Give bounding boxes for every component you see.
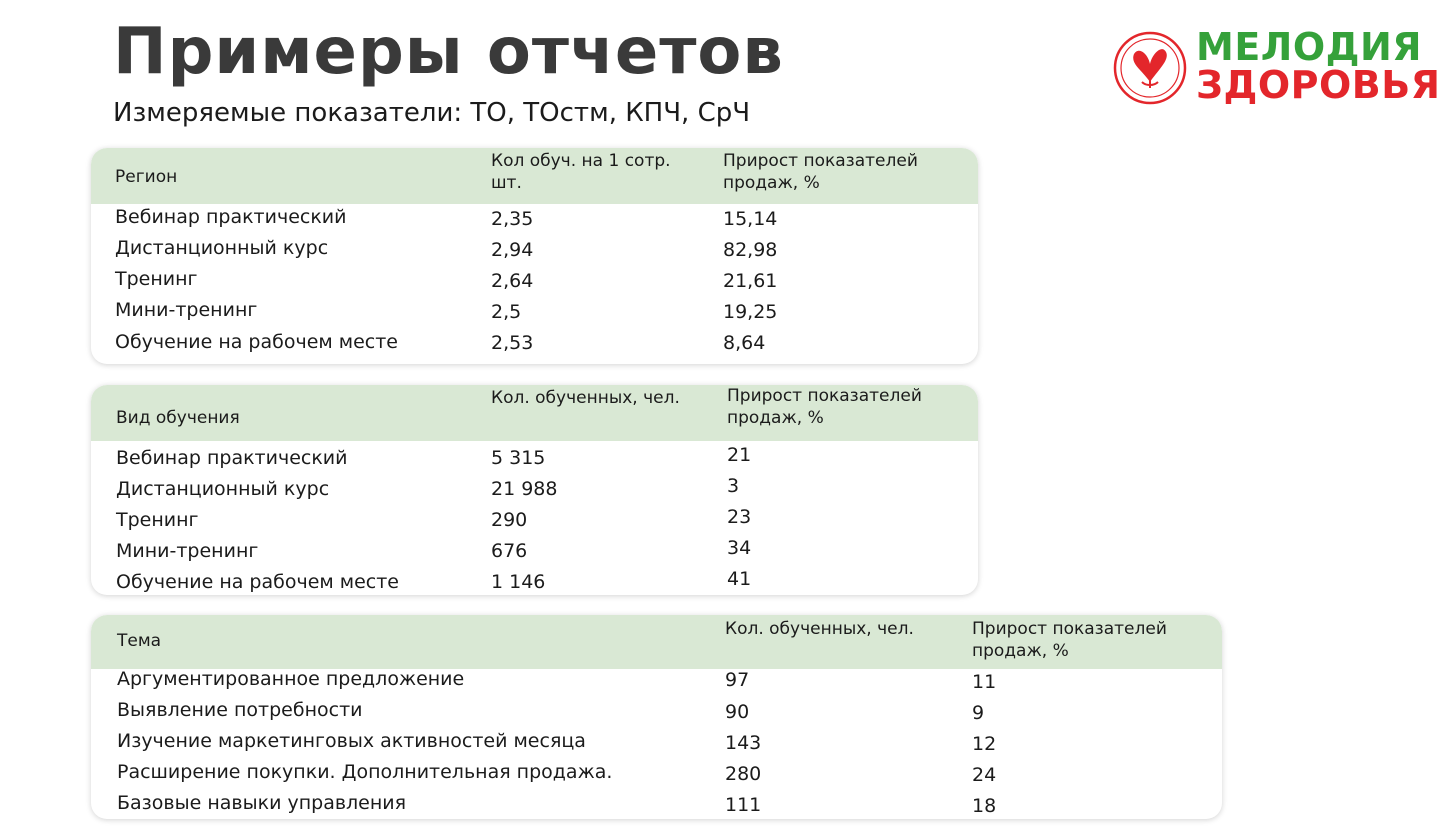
table-cell: 41 [727, 568, 752, 590]
table-cell: 111 [725, 794, 762, 816]
report-table-training-type [91, 385, 978, 595]
table-cell: Базовые навыки управления [117, 792, 407, 814]
column-header: Прирост показателей продаж, % [972, 619, 1167, 661]
table-cell: Мини-тренинг [116, 540, 259, 562]
table-cell: 21 [727, 444, 752, 466]
column-header: Кол. обученных, чел. [491, 388, 680, 408]
table-cell: Аргументированное предложение [117, 668, 465, 690]
table-cell: 11 [972, 671, 997, 693]
table-cell: 2,94 [491, 239, 534, 261]
table-cell: Мини-тренинг [115, 299, 258, 321]
table-cell: 90 [725, 701, 750, 723]
column-header: Вид обучения [116, 408, 240, 428]
table-cell: Обучение на рабочем месте [115, 331, 398, 353]
table-cell: 9 [972, 702, 985, 724]
table-cell: Изучение маркетинговых активностей месяца [117, 730, 586, 752]
column-header: Прирост показателей продаж, % [723, 151, 918, 193]
table-cell: Тренинг [116, 509, 199, 531]
table-cell: 143 [725, 732, 762, 754]
table-cell: 24 [972, 764, 997, 786]
table-cell: 82,98 [723, 239, 778, 261]
table-cell: 12 [972, 733, 997, 755]
table-cell: 676 [491, 540, 528, 562]
table-cell: 2,5 [491, 301, 522, 323]
table-cell: 8,64 [723, 332, 766, 354]
page-title: Примеры отчетов [113, 15, 784, 89]
column-header: Кол обуч. на 1 сотр. шт. [491, 151, 671, 193]
table-cell: Тренинг [115, 268, 198, 290]
table-cell: 21,61 [723, 270, 778, 292]
logo-line1: МЕЛОДИЯ [1196, 25, 1423, 69]
table-cell: 2,64 [491, 270, 534, 292]
report-table-region [91, 148, 978, 364]
table-cell: 1 146 [491, 571, 546, 593]
table-cell: 280 [725, 763, 762, 785]
table-cell: 3 [727, 475, 740, 497]
table-cell: 21 988 [491, 478, 558, 500]
table-cell: 19,25 [723, 301, 778, 323]
column-header: Регион [115, 167, 178, 187]
table-cell: Вебинар практический [116, 447, 348, 469]
table-cell: 2,35 [491, 208, 534, 230]
table-cell: Дистанционный курс [115, 237, 329, 259]
table-cell: 23 [727, 506, 752, 528]
table-cell: 97 [725, 669, 750, 691]
report-table-topic [91, 615, 1222, 819]
butterfly-emblem-icon [1112, 30, 1188, 106]
table-cell: Расширение покупки. Дополнительная продажа. [117, 761, 613, 783]
table-cell: 2,53 [491, 332, 534, 354]
column-header: Тема [117, 631, 162, 651]
table-cell: 15,14 [723, 208, 778, 230]
table-cell: Обучение на рабочем месте [116, 571, 399, 593]
table-cell: 290 [491, 509, 528, 531]
table-cell: Дистанционный курс [116, 478, 330, 500]
table-cell: 5 315 [491, 447, 546, 469]
column-header: Прирост показателей продаж, % [727, 386, 922, 428]
brand-logo [1112, 25, 1441, 108]
table-cell: Вебинар практический [115, 206, 347, 228]
logo-line2: ЗДОРОВЬЯ [1196, 63, 1441, 107]
table-cell: 18 [972, 795, 997, 817]
table-cell: 34 [727, 537, 752, 559]
column-header: Кол. обученных, чел. [725, 619, 914, 639]
page-subtitle: Измеряемые показатели: ТО, ТОстм, КПЧ, СрЧ [113, 98, 751, 128]
table-cell: Выявление потребности [117, 699, 363, 721]
